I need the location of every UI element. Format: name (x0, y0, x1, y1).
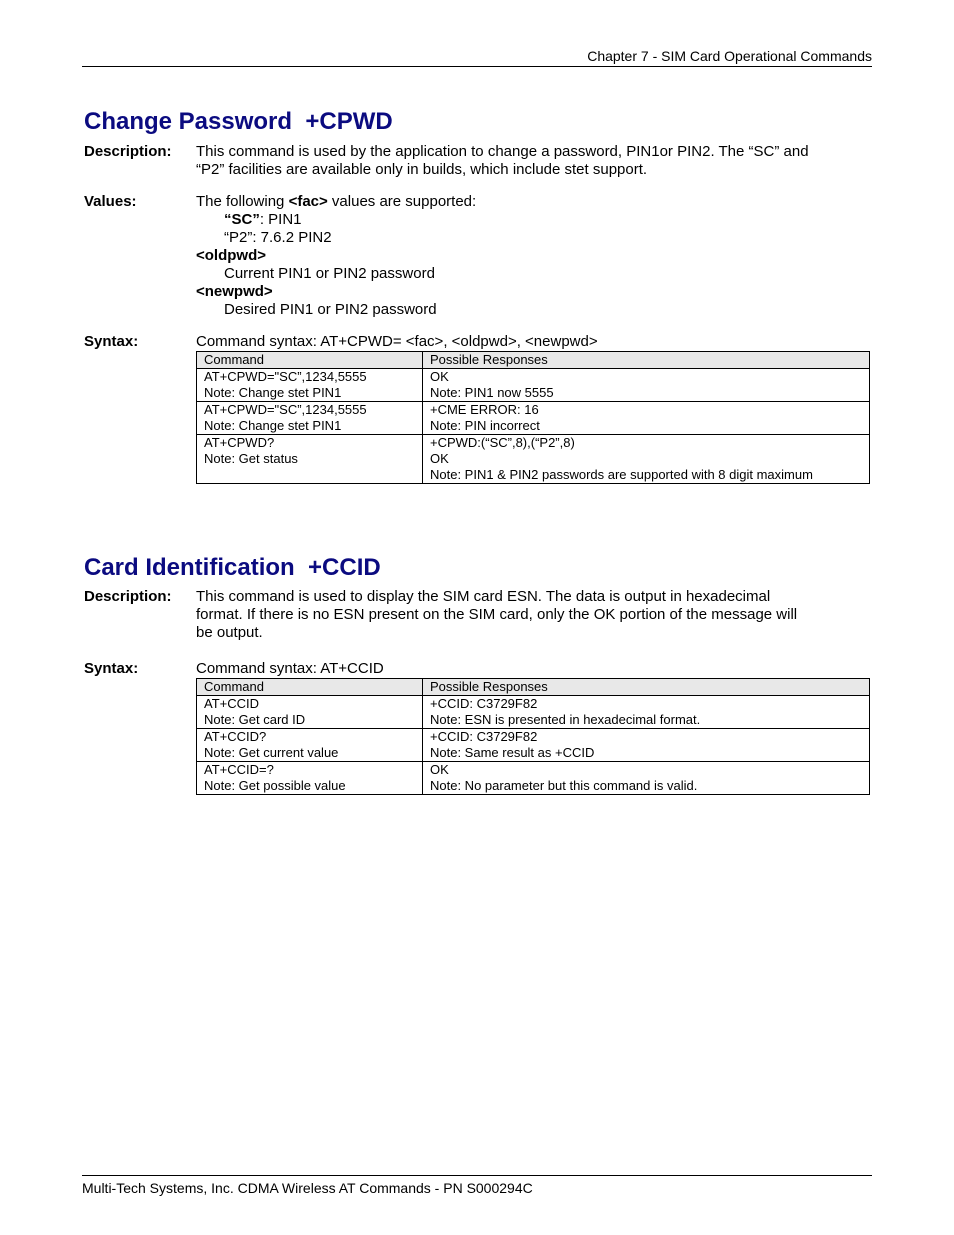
values-label: Values: (84, 193, 137, 210)
response-text: +CCID: C3729F82 (430, 696, 538, 711)
oldpwd-desc: Current PIN1 or PIN2 password (224, 265, 435, 282)
command-cell (197, 729, 423, 762)
response-cell (423, 369, 870, 402)
ccid-description (196, 588, 846, 642)
description-line: This command is used by the application to change a password, PIN1or PIN2. The “SC” and (196, 143, 809, 160)
table-row (197, 696, 870, 729)
command-note: Note: Get possible value (204, 778, 346, 793)
column-header-responses: Possible Responses (423, 679, 870, 696)
column-header-command: Command (197, 679, 423, 696)
cpwd-values (196, 193, 846, 319)
description-line: be output. (196, 624, 263, 641)
table-row (197, 729, 870, 762)
column-header-responses: Possible Responses (423, 352, 870, 369)
response-text: OK (430, 451, 449, 466)
ccid-command-table (196, 678, 870, 795)
command-text: AT+CPWD="SC”,1234,5555 (204, 369, 367, 384)
table-row (197, 762, 870, 795)
command-cell (197, 696, 423, 729)
newpwd-param: <newpwd> (196, 283, 273, 300)
command-text: AT+CCID? (204, 729, 267, 744)
description-line: format. If there is no ESN present on the SIM card, only the OK portion of the message will (196, 606, 798, 623)
table-row (197, 435, 870, 484)
command-note: Note: Change stet PIN1 (204, 418, 342, 433)
command-note: Note: Change stet PIN1 (204, 385, 342, 400)
command-text: AT+CCID=? (204, 762, 274, 777)
description-label: Description: (84, 588, 172, 605)
command-note: Note: Get current value (204, 745, 339, 760)
command-text: AT+CPWD="SC”,1234,5555 (204, 402, 367, 417)
fac-param: <fac> (288, 193, 328, 210)
values-intro-suffix: values are supported: (327, 193, 477, 210)
values-intro-prefix: The following (196, 193, 289, 210)
command-text: AT+CPWD? (204, 435, 275, 450)
command-note: Note: Get card ID (204, 712, 306, 727)
response-note: Note: No parameter but this command is valid. (430, 778, 698, 793)
response-text: OK (430, 369, 449, 384)
value-sc-desc: : PIN1 (259, 211, 302, 228)
page-footer: Multi-Tech Systems, Inc. CDMA Wireless AT Commands - PN S000294C (82, 1175, 872, 1196)
command-cell (197, 435, 423, 484)
oldpwd-param: <oldpwd> (196, 247, 267, 264)
table-header-row (197, 679, 870, 696)
cpwd-syntax: Command syntax: AT+CPWD= <fac>, <oldpwd>, <newpwd> (196, 333, 598, 350)
running-header: Chapter 7 - SIM Card Operational Commands (82, 46, 872, 67)
value-sc (196, 211, 846, 229)
response-text: +CPWD:(“SC”,8),(“P2”,8) (430, 435, 575, 450)
response-cell (423, 696, 870, 729)
response-text: OK (430, 762, 449, 777)
command-cell (197, 369, 423, 402)
response-note: Note: Same result as +CCID (430, 745, 595, 760)
newpwd-desc: Desired PIN1 or PIN2 password (224, 301, 437, 318)
response-cell (423, 762, 870, 795)
response-note: Note: PIN1 & PIN2 passwords are supported with 8 digit maximum (430, 467, 813, 482)
value-sc-key: “SC” (224, 211, 260, 228)
response-text: +CCID: C3729F82 (430, 729, 538, 744)
value-p2: “P2”: 7.6.2 PIN2 (224, 229, 332, 246)
table-header-row (197, 352, 870, 369)
cpwd-description (196, 143, 846, 179)
ccid-syntax: Command syntax: AT+CCID (196, 660, 384, 677)
description-label: Description: (84, 143, 172, 160)
command-note: Note: Get status (204, 451, 298, 466)
response-note: Note: PIN1 now 5555 (430, 385, 554, 400)
cpwd-command-table (196, 351, 870, 484)
table-row (197, 402, 870, 435)
response-text: +CME ERROR: 16 (430, 402, 539, 417)
description-line: “P2” facilities are available only in builds, which include stet support. (196, 161, 648, 178)
values-intro (196, 193, 846, 211)
description-line: This command is used to display the SIM card ESN. The data is output in hexadecimal (196, 588, 771, 605)
response-cell (423, 402, 870, 435)
syntax-label: Syntax: (84, 660, 139, 677)
response-cell (423, 435, 870, 484)
command-cell (197, 762, 423, 795)
section-title-cpwd: Change Password +CPWD (84, 108, 393, 135)
command-text: AT+CCID (204, 696, 260, 711)
response-cell (423, 729, 870, 762)
syntax-label: Syntax: (84, 333, 139, 350)
command-cell (197, 402, 423, 435)
response-note: Note: ESN is presented in hexadecimal format. (430, 712, 701, 727)
section-title-ccid: Card Identification +CCID (84, 554, 381, 581)
response-note: Note: PIN incorrect (430, 418, 540, 433)
table-row (197, 369, 870, 402)
column-header-command: Command (197, 352, 423, 369)
